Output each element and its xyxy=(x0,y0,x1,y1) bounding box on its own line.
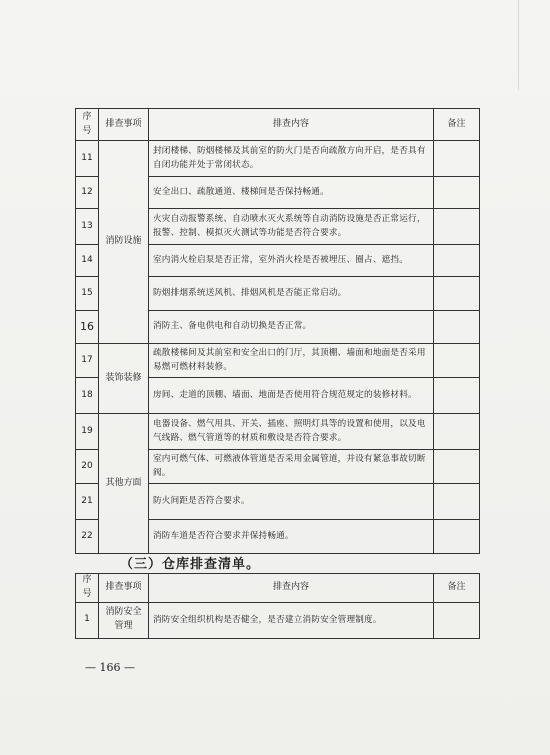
header-check-item: 排查事项 xyxy=(99,574,149,603)
row-number: 16 xyxy=(76,311,99,344)
header-serial-number: 序号 xyxy=(76,574,99,603)
row-number: 19 xyxy=(76,414,99,450)
row-content: 消防主、备电供电和自动切换是否正常。 xyxy=(149,311,434,344)
category-fire-safety-management: 消防安全管理 xyxy=(99,602,149,638)
header-remarks: 备注 xyxy=(434,574,480,603)
row-number: 17 xyxy=(76,344,99,378)
table-header-row xyxy=(76,574,480,603)
row-number: 21 xyxy=(76,484,99,520)
row-number: 12 xyxy=(76,177,99,209)
row-content: 防烟排烟系统送风机、排烟风机是否能正常启动。 xyxy=(149,277,434,311)
row-content: 房间、走道的顶棚、墙面、地面是否使用符合规范规定的装修材料。 xyxy=(149,378,434,414)
row-remarks xyxy=(434,141,480,177)
row-content: 室内消火栓启泵是否正常，室外消火栓是否被埋压、圈占、遮挡。 xyxy=(149,245,434,277)
checklist-table-1 xyxy=(75,108,480,554)
header-serial-number: 序号 xyxy=(76,109,99,141)
row-number: 18 xyxy=(76,378,99,414)
row-remarks xyxy=(434,602,480,638)
row-content: 封闭楼梯、防烟楼梯及其前室的防火门是否向疏散方向开启，是否具有自闭功能并处于常闭状态。 xyxy=(149,141,434,177)
header-remarks: 备注 xyxy=(434,109,480,141)
table-row xyxy=(76,141,480,177)
row-content: 疏散楼梯间及其前室和安全出口的门厅，其顶棚、墙面和地面是否采用易燃可燃材料装修。 xyxy=(149,344,434,378)
row-number: 22 xyxy=(76,520,99,554)
row-remarks xyxy=(434,245,480,277)
page-number: — 166 — xyxy=(85,661,135,674)
row-remarks xyxy=(434,177,480,209)
row-remarks xyxy=(434,484,480,520)
table-header-row xyxy=(76,109,480,141)
row-remarks xyxy=(434,414,480,450)
row-remarks xyxy=(434,209,480,245)
table-row xyxy=(76,414,480,450)
header-check-item: 排查事项 xyxy=(99,109,149,141)
header-check-content: 排查内容 xyxy=(149,574,434,603)
row-content: 防火间距是否符合要求。 xyxy=(149,484,434,520)
row-number: 14 xyxy=(76,245,99,277)
paper-fold-line xyxy=(518,0,519,90)
row-remarks xyxy=(434,311,480,344)
table-row xyxy=(76,602,480,638)
section-title-warehouse-checklist: （三）仓库排查清单。 xyxy=(120,557,261,572)
row-remarks xyxy=(434,344,480,378)
category-decoration: 装饰装修 xyxy=(99,344,149,414)
row-number: 13 xyxy=(76,209,99,245)
table-row xyxy=(76,344,480,378)
header-check-content: 排查内容 xyxy=(149,109,434,141)
row-content: 电器设备、燃气用具、开关、插座、照明灯具等的设置和使用，以及电气线路、燃气管道等的材质和敷设是否符合要求。 xyxy=(149,414,434,450)
checklist-table-2 xyxy=(75,573,480,639)
category-fire-facilities: 消防设施 xyxy=(99,141,149,344)
row-number: 20 xyxy=(76,450,99,484)
row-remarks xyxy=(434,450,480,484)
row-remarks xyxy=(434,277,480,311)
row-content: 消防车道是否符合要求并保持畅通。 xyxy=(149,520,434,554)
row-number: 1 xyxy=(76,602,99,638)
row-remarks xyxy=(434,378,480,414)
row-remarks xyxy=(434,520,480,554)
row-number: 11 xyxy=(76,141,99,177)
row-content: 消防安全组织机构是否健全，是否建立消防安全管理制度。 xyxy=(149,602,434,638)
row-content: 室内可燃气体、可燃液体管道是否采用金属管道，并设有紧急事故切断阀。 xyxy=(149,450,434,484)
category-other-aspects: 其他方面 xyxy=(99,414,149,554)
row-number: 15 xyxy=(76,277,99,311)
row-content: 火灾自动报警系统、自动喷水灭火系统等自动消防设施是否正常运行，报警、控制、模拟灭火测试等功能是否符合要求。 xyxy=(149,209,434,245)
row-content: 安全出口、疏散通道、楼梯间是否保持畅通。 xyxy=(149,177,434,209)
